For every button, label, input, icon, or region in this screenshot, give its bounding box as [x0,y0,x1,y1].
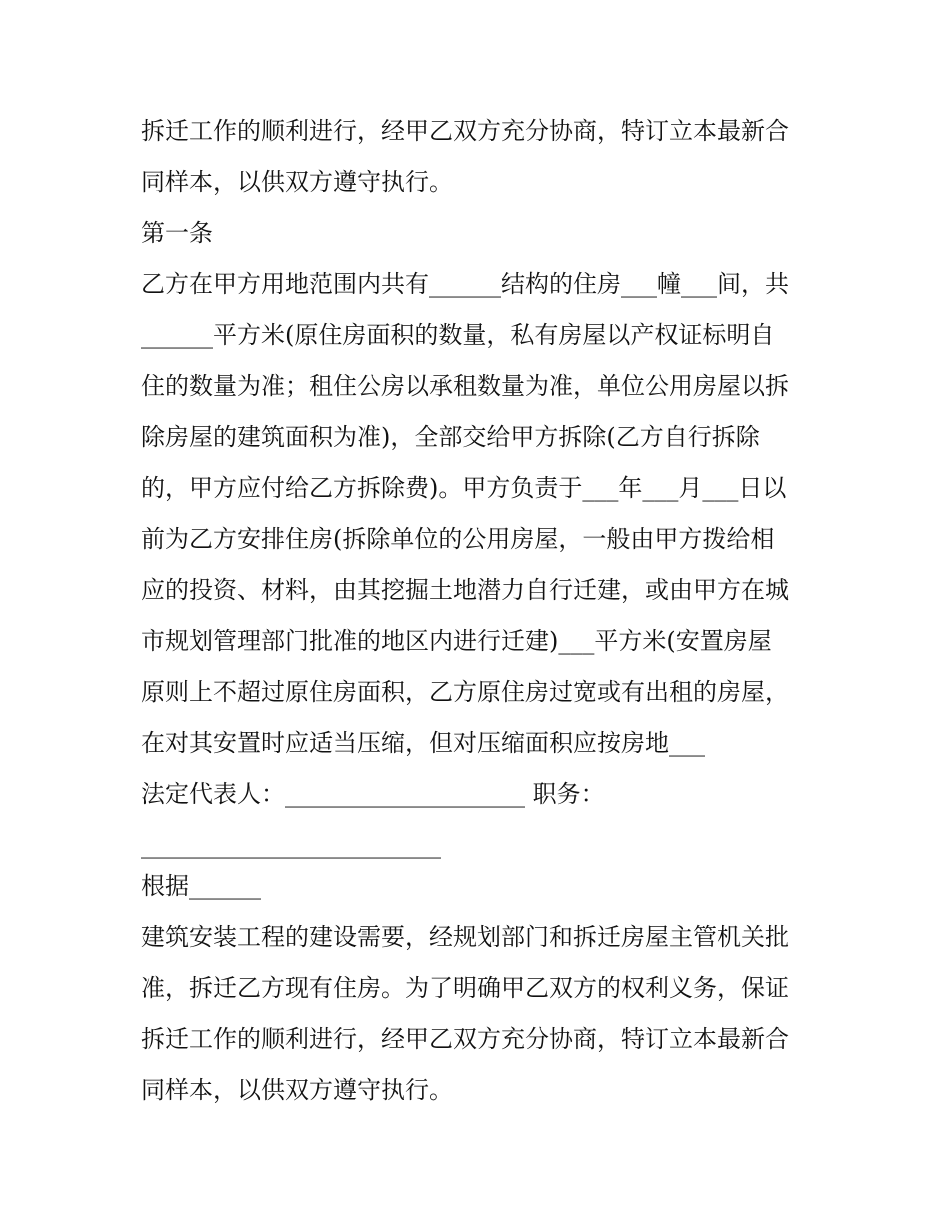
text-line: 乙方在甲方用地范围内共有______结构的住房___幢___间，共 [141,270,789,298]
text-line: 原则上不超过原住房面积，乙方原住房过宽或有出租的房屋， [141,678,789,706]
text-line: 同样本，以供双方遵守执行。 [141,168,453,196]
text-line: 前为乙方安排住房(拆除单位的公用房屋，一般由甲方拨给相 [141,525,775,553]
text-line: 市规划管理部门批准的地区内进行迁建)___平方米(安置房屋 [141,627,772,655]
text-line: 的，甲方应付给乙方拆除费)。甲方负责于___年___月___日以 [141,474,787,502]
text-line: 应的投资、材料，由其挖掘土地潜力自行迁建，或由甲方在城 [141,576,789,604]
text-line: 拆迁工作的顺利进行，经甲乙双方充分协商，特订立本最新合 [141,117,789,145]
signature-line: 法定代表人：____________________ 职务： [141,780,605,808]
text-line: 准，拆迁乙方现有住房。为了明确甲乙双方的权利义务，保证 [141,974,789,1002]
text-line: 同样本，以供双方遵守执行。 [141,1076,453,1104]
text-line: 拆迁工作的顺利进行，经甲乙双方充分协商，特订立本最新合 [141,1025,789,1053]
text-line: 根据______ [141,872,261,900]
text-line: 住的数量为准；租住公房以承租数量为准，单位公用房屋以拆 [141,372,789,400]
text-line: ______平方米(原住房面积的数量，私有房屋以产权证标明自 [141,321,775,349]
text-line: 建筑安装工程的建设需要，经规划部门和拆迁房屋主管机关批 [141,923,789,951]
section-heading: 第一条 [141,219,213,247]
text-line: 除房屋的建筑面积为准)，全部交给甲方拆除(乙方自行拆除 [141,423,760,451]
blank-line: _________________________ [141,831,441,859]
text-line: 在对其安置时应适当压缩，但对压缩面积应按房地___ [141,729,705,757]
